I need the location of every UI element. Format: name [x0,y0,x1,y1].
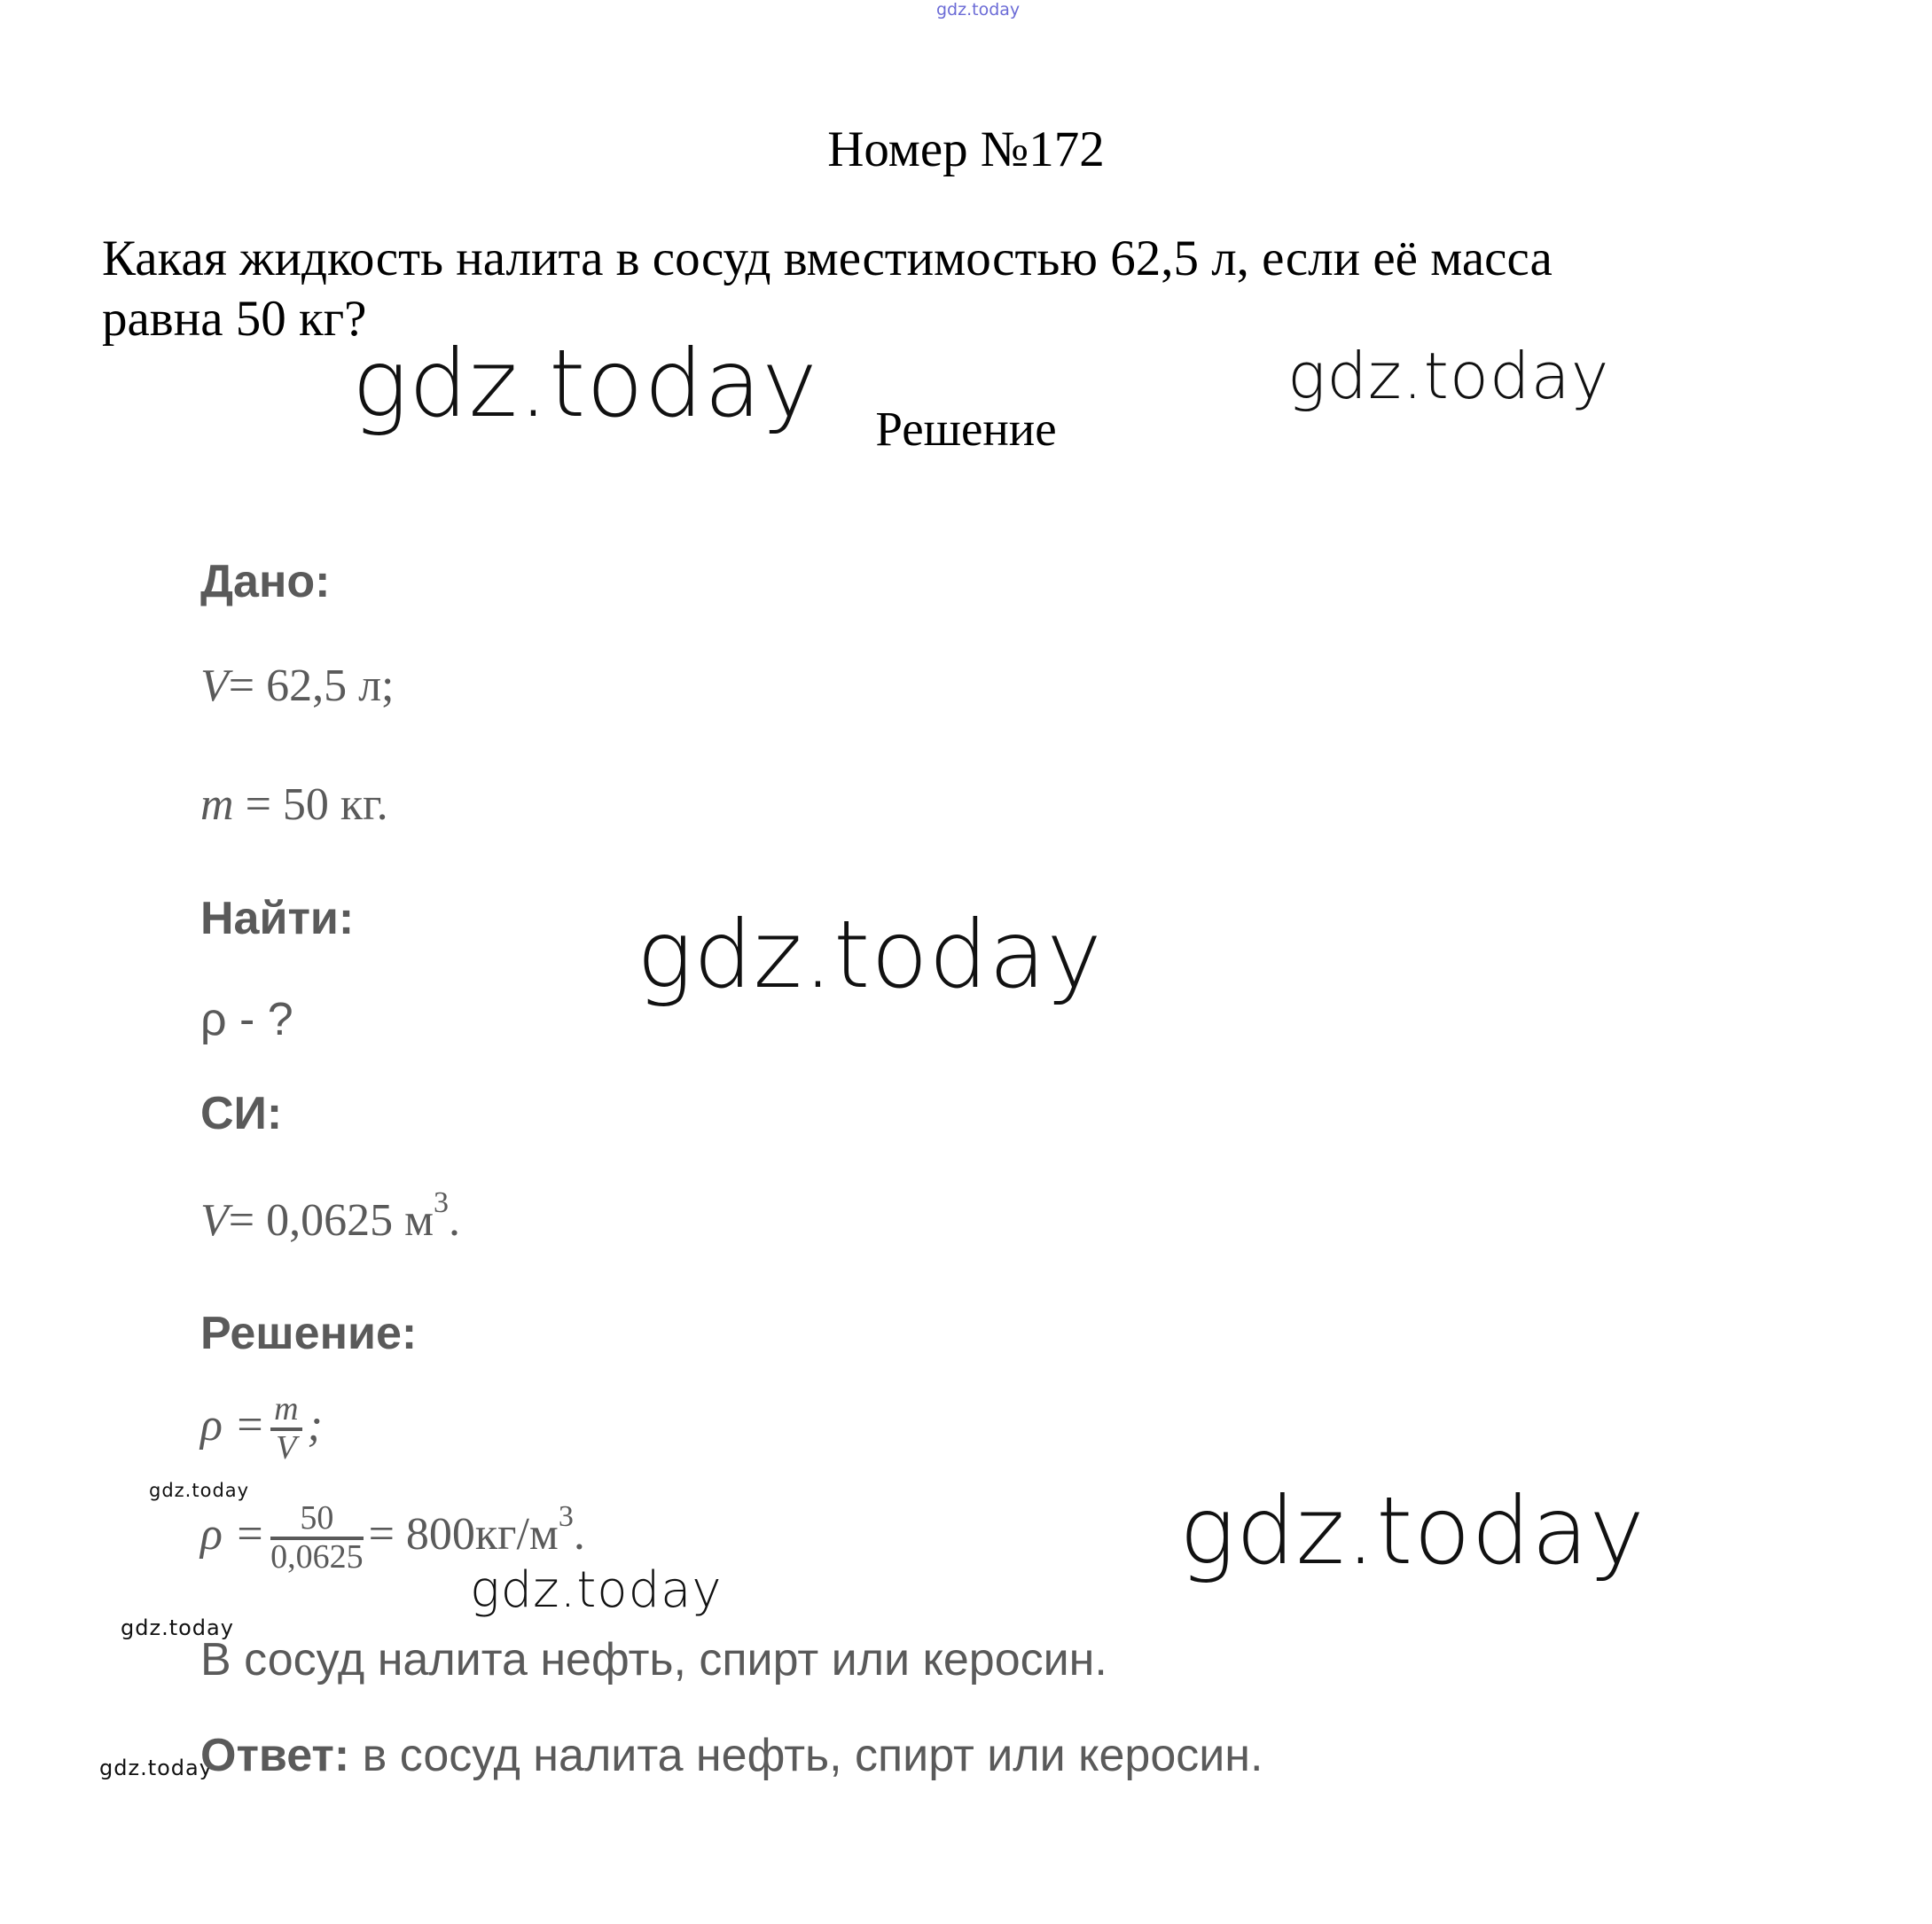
answer-label: Ответ: [200,1730,350,1781]
problem-line-1: Какая жидкость налита в сосуд вместимостью 62,5 л, если её масса [102,231,1553,286]
watermark-4: gdz.today [1179,1477,1646,1585]
solution-heading: Решение [875,402,1057,456]
density-calculation [200,1500,585,1576]
si-label: СИ: [200,1088,283,1139]
density-calculation-fraction [270,1501,364,1576]
conclusion-text: В сосуд налита нефть, спирт или керосин. [200,1634,1107,1685]
density-fraction [270,1392,301,1466]
answer-line [200,1729,1263,1782]
density-calculation-denominator: 0,0625 [270,1538,364,1576]
given-mass-symbol: m [200,779,234,830]
given-label: Дано: [200,556,331,607]
si-volume-end: . [449,1195,460,1246]
si-volume-symbol: V [200,1195,229,1246]
given-mass-value: = 50 кг. [245,779,388,830]
watermark-2: gdz.today [1287,339,1610,413]
density-formula-end: ; [307,1399,323,1451]
watermark-8: gdz.today [99,1756,213,1780]
watermark-7: gdz.today [121,1615,234,1640]
watermark-3: gdz.today [637,901,1103,1009]
solution-label: Решение: [200,1308,418,1359]
density-calculation-end: . [573,1509,585,1560]
density-calculation-exponent: 3 [558,1500,574,1533]
problem-statement [102,229,1742,349]
si-volume-exponent: 3 [434,1186,449,1219]
si-volume-value: = 0,0625 м [228,1195,434,1246]
si-volume [200,1186,460,1247]
given-volume [200,660,395,712]
find-value: ρ - ? [200,994,293,1045]
watermark-1: gdz.today [352,330,818,438]
density-calculation-numerator: 50 [270,1501,364,1540]
watermark-top: gdz.today [936,0,1021,20]
page-title: Номер №172 [827,121,1105,177]
watermark-6: gdz.today [149,1480,250,1501]
density-fraction-numerator: m [270,1392,301,1431]
density-fraction-denominator: V [276,1428,297,1466]
density-calculation-result: = 800кг/м [368,1509,559,1560]
given-volume-symbol: V [200,661,229,711]
given-volume-value: = 62,5 л; [228,661,395,711]
problem-line-2: равна 50 кг? [102,291,367,347]
answer-text: в сосуд налита нефть, спирт или керосин. [349,1730,1263,1781]
density-calculation-lhs: ρ = [200,1509,266,1560]
given-mass [200,778,388,831]
density-formula-lhs: ρ = [200,1399,266,1451]
watermark-5: gdz.today [470,1561,723,1619]
find-label: Найти: [200,893,355,944]
density-formula [200,1392,323,1466]
